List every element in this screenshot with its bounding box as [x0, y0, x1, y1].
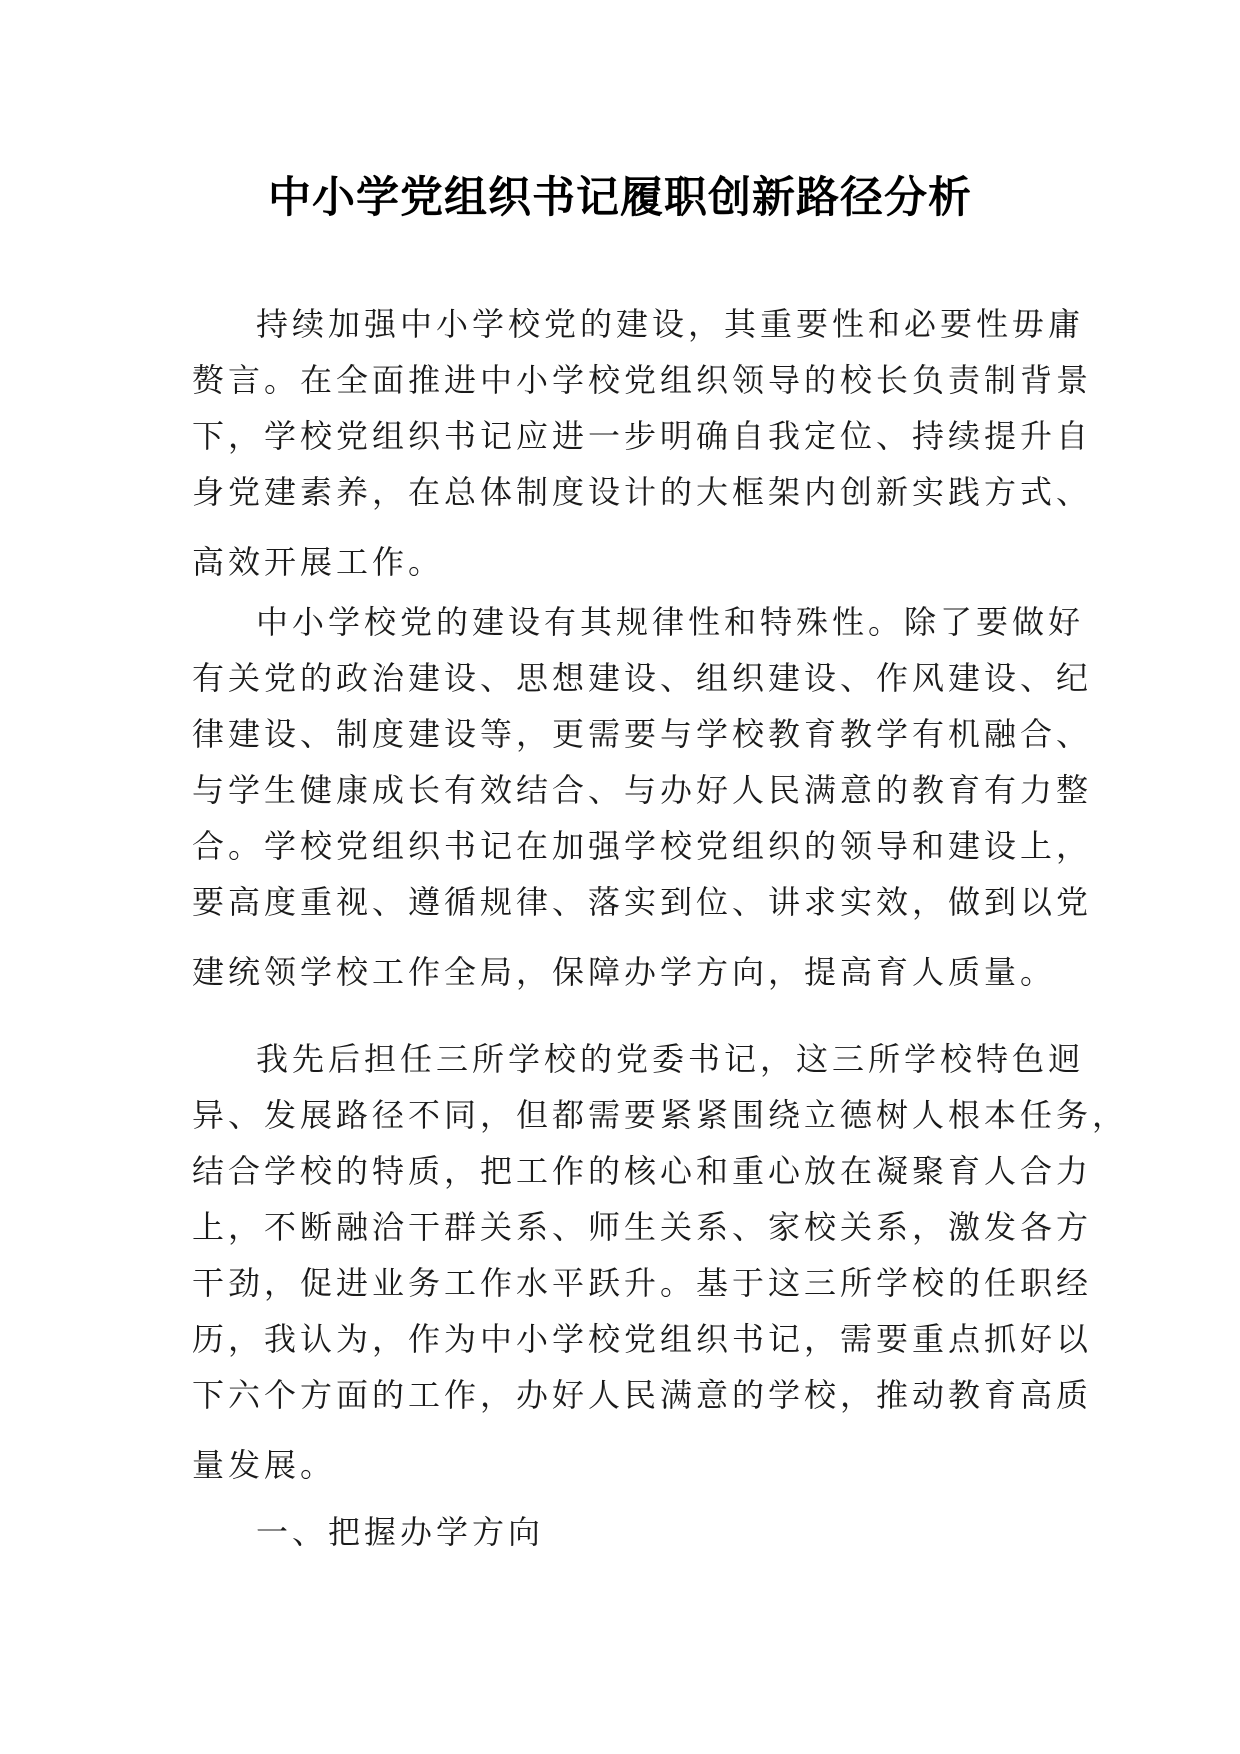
paragraph-line: 有关党的政治建设、思想建设、组织建设、作风建设、纪	[192, 659, 1093, 697]
section-heading: 一、把握办学方向	[256, 1513, 545, 1551]
paragraph-1	[192, 296, 1093, 590]
paragraph-3	[192, 1031, 1129, 1493]
document-title: 中小学党组织书记履职创新路径分析	[268, 173, 972, 223]
paragraph-line: 身党建素养，在总体制度设计的大框架内创新实践方式、	[192, 473, 1093, 511]
paragraph-line: 下六个方面的工作，办好人民满意的学校，推动教育高质	[192, 1376, 1093, 1414]
paragraph-line: 要高度重视、遵循规律、落实到位、讲求实效，做到以党	[192, 883, 1093, 921]
paragraph-line: 赘言。在全面推进中小学校党组织领导的校长负责制背景	[192, 361, 1093, 399]
paragraph-line: 律建设、制度建设等，更需要与学校教育教学有机融合、	[192, 715, 1093, 753]
paragraph-line: 持续加强中小学校党的建设，其重要性和必要性毋庸	[256, 305, 1085, 343]
paragraph-line: 合。学校党组织书记在加强学校党组织的领导和建设上，	[192, 827, 1093, 865]
paragraph-line: 与学生健康成长有效结合、与办好人民满意的教育有力整	[192, 771, 1093, 809]
paragraph-line: 干劲，促进业务工作水平跃升。基于这三所学校的任职经	[192, 1264, 1093, 1302]
paragraph-line: 建统领学校工作全局，保障办学方向，提高育人质量。	[192, 953, 1057, 991]
paragraph-line: 我先后担任三所学校的党委书记，这三所学校特色迥	[256, 1040, 1085, 1078]
paragraph-line: 上，不断融洽干群关系、师生关系、家校关系，激发各方	[192, 1208, 1093, 1246]
paragraph-line: 中小学校党的建设有其规律性和特殊性。除了要做好	[256, 603, 1085, 641]
paragraph-line: 下，学校党组织书记应进一步明确自我定位、持续提升自	[192, 417, 1093, 455]
paragraph-line: 异、发展路径不同，但都需要紧紧围绕立德树人根本任务，	[192, 1096, 1129, 1134]
paragraph-line: 历，我认为，作为中小学校党组织书记，需要重点抓好以	[192, 1320, 1093, 1358]
paragraph-line: 高效开展工作。	[192, 543, 445, 581]
paragraph-line: 结合学校的特质，把工作的核心和重心放在凝聚育人合力	[192, 1152, 1093, 1190]
paragraph-line: 量发展。	[192, 1446, 337, 1484]
paragraph-2	[192, 594, 1093, 1000]
